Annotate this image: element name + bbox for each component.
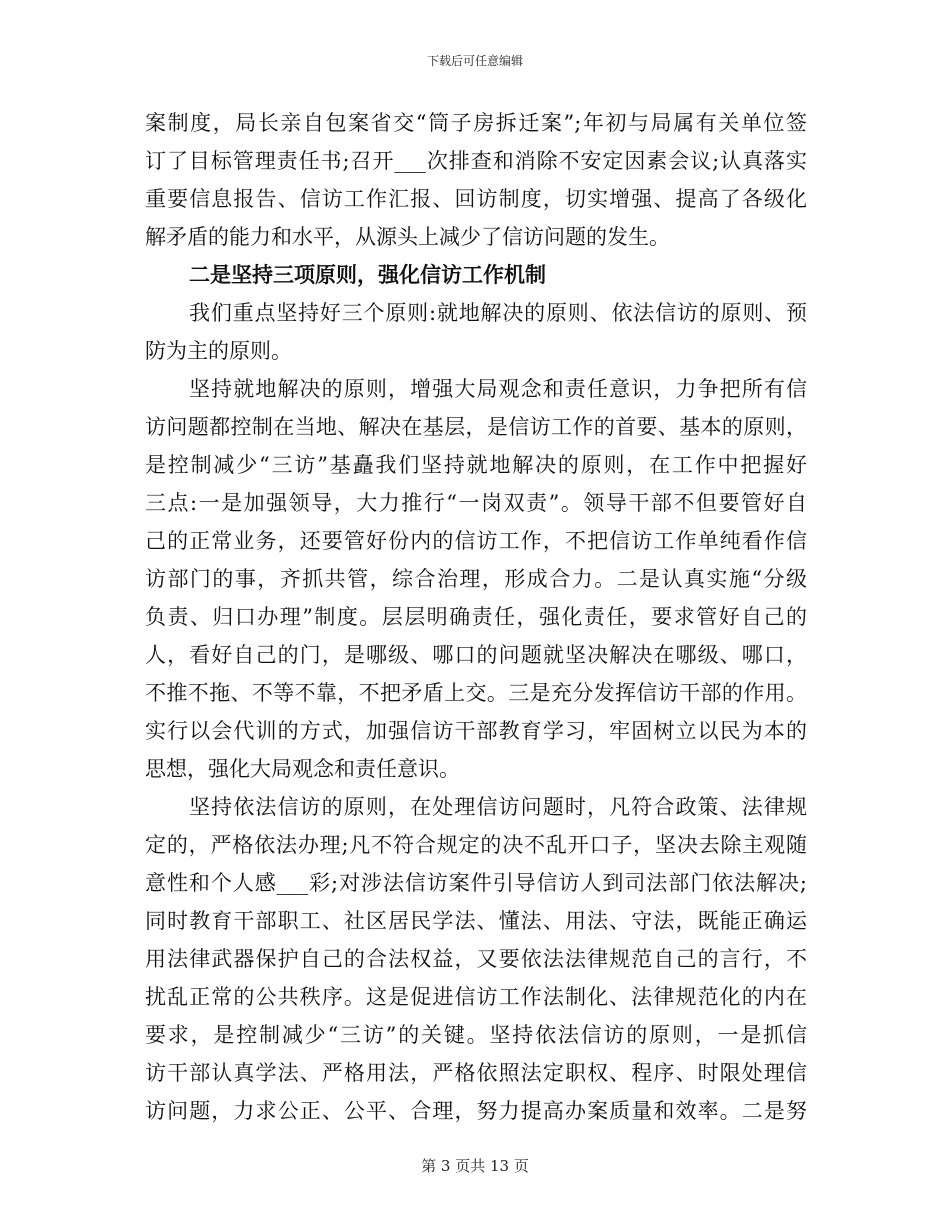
body-line: 解矛盾的能力和水平，从源头上减少了信访问题的发生。 — [145, 225, 670, 249]
body-line: 访问题，力求公正、公平、合理，努力提高办案质量和效率。二是努 — [145, 1099, 807, 1123]
body-line: 扰乱正常的公共秩序。这是促进信访工作法制化、法律规范化的内在 — [145, 985, 807, 1009]
page-number: 第 3 页共 13 页 — [421, 1157, 529, 1175]
body-line: 我们重点坚持好三个原则:就地解决的原则、依法信访的原则、预 — [189, 301, 807, 325]
body-line: 坚持依法信访的原则，在处理信访问题时，凡符合政策、法律规 — [189, 795, 807, 819]
body-line: 订了目标管理责任书;召开___次排查和消除不安定因素会议;认真落实 — [145, 149, 807, 173]
body-line: 是控制减少“三访”基矗我们坚持就地解决的原则，在工作中把握好 — [145, 453, 807, 477]
body-line: 定的，严格依法办理;凡不符合规定的决不乱开口子，坚决去除主观随 — [145, 833, 807, 857]
body-line: 三点:一是加强领导，大力推行“一岗双责”。领导干部不但要管好自 — [145, 491, 807, 515]
body-line: 同时教育干部职工、社区居民学法、懂法、用法、守法，既能正确运 — [145, 909, 807, 933]
body-line: 实行以会代训的方式，加强信访干部教育学习，牢固树立以民为本的 — [145, 719, 807, 743]
body-line: 要求，是控制减少“三访”的关键。坚持依法信访的原则，一是抓信 — [145, 1023, 807, 1047]
page-header: 下载后可任意编辑 — [426, 54, 523, 68]
body-line: 访问题都控制在当地、解决在基层，是信访工作的首要、基本的原则， — [145, 415, 807, 439]
body-line: 负责、归口办理”制度。层层明确责任，强化责任，要求管好自己的 — [145, 605, 807, 629]
body-line: 人，看好自己的门，是哪级、哪口的问题就坚决解决在哪级、哪口， — [145, 643, 807, 667]
body-line: 坚持就地解决的原则，增强大局观念和责任意识，力争把所有信 — [189, 377, 807, 401]
section-heading: 二是坚持三项原则，强化信访工作机制 — [189, 262, 546, 287]
body-line: 思想，强化大局观念和责任意识。 — [145, 757, 460, 781]
body-line: 防为主的原则。 — [145, 339, 292, 363]
body-line: 案制度，局长亲自包案省交“筒子房拆迁案”;年初与局属有关单位签 — [145, 111, 807, 135]
body-line: 用法律武器保护自己的合法权益，又要依法法律规范自己的言行，不 — [145, 947, 807, 971]
body-line: 意性和个人感___彩;对涉法信访案件引导信访人到司法部门依法解决; — [145, 871, 807, 895]
body-line: 访部门的事，齐抓共管，综合治理，形成合力。二是认真实施“分级 — [145, 567, 807, 591]
body-line: 访干部认真学法、严格用法，严格依照法定职权、程序、时限处理信 — [145, 1061, 807, 1085]
body-line: 不推不拖、不等不靠，不把矛盾上交。三是充分发挥信访干部的作用。 — [145, 681, 807, 705]
body-line: 己的正常业务，还要管好份内的信访工作，不把信访工作单纯看作信 — [145, 529, 807, 553]
document-body — [145, 104, 807, 1130]
body-line: 重要信息报告、信访工作汇报、回访制度，切实增强、提高了各级化 — [145, 187, 807, 211]
